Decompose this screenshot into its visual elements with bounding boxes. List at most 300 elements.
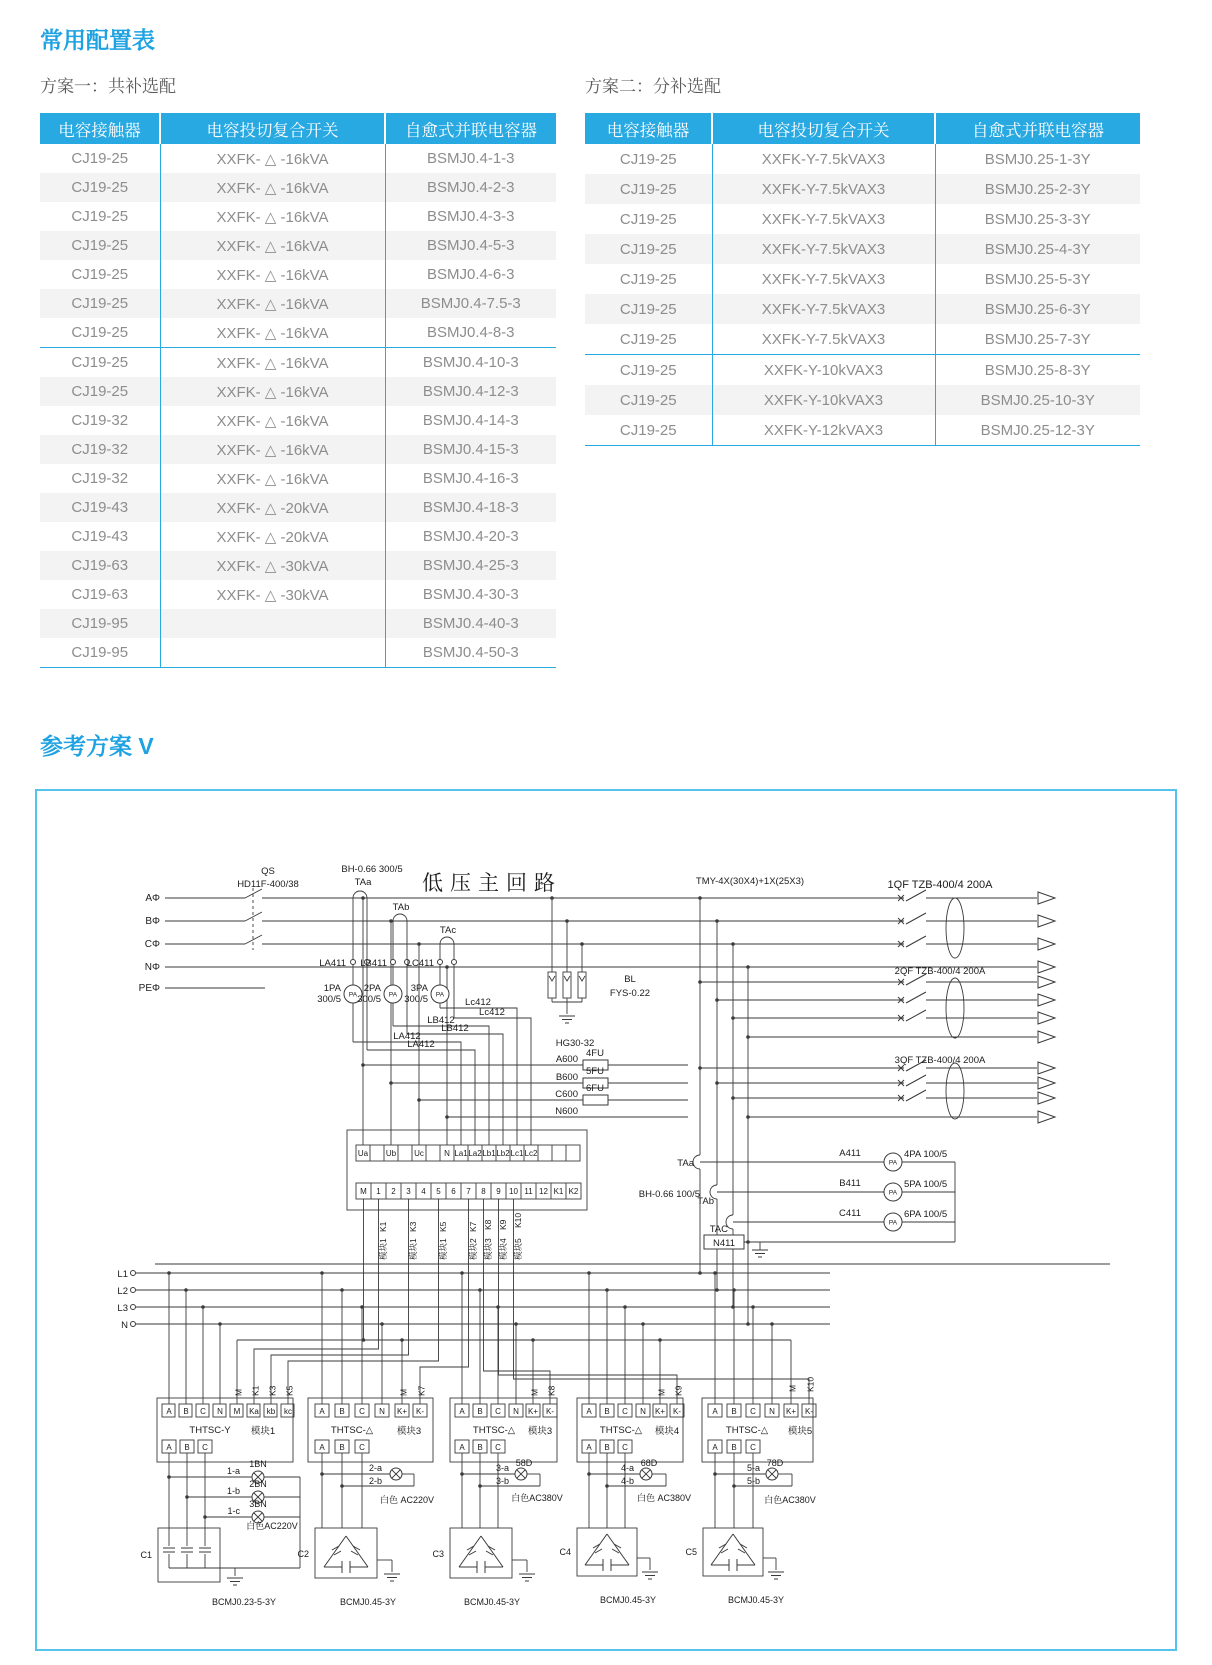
- diagram-border: [36, 790, 1176, 1650]
- module-terminal: A: [166, 1407, 172, 1416]
- module-wire-label: M: [529, 1388, 540, 1396]
- diagram-main-title: 低压主回路: [422, 872, 562, 895]
- module-wire-label: K1: [250, 1385, 261, 1396]
- module-wire-label: K9: [673, 1385, 684, 1396]
- table-row: [40, 348, 556, 378]
- table-row: [40, 231, 556, 260]
- n600-label: N600: [555, 1106, 578, 1117]
- module-terminal: K+: [527, 1407, 539, 1416]
- module-terminal: C: [495, 1443, 501, 1452]
- table-cell: BSMJ0.4-18-3: [385, 493, 556, 522]
- table-cell: BSMJ0.25-12-3Y: [935, 415, 1140, 446]
- module-terminal: N: [769, 1407, 775, 1416]
- table-cell: CJ19-25: [71, 237, 129, 254]
- la412-label: LA412: [393, 1031, 421, 1042]
- pa-meter-glyph: PA: [435, 991, 445, 999]
- table-cell: XXFK-Y-7.5kVAX3: [712, 174, 935, 204]
- table-cell: BSMJ0.25-3-3Y: [935, 204, 1140, 234]
- table-cell: XXFK- △ -16kVA: [160, 202, 385, 231]
- table-row: [585, 355, 1140, 386]
- module-terminal: K-: [673, 1407, 681, 1416]
- cap-model: BCMJ0.45-3Y: [599, 1595, 657, 1605]
- k-wire-label: K7: [468, 1221, 478, 1232]
- lc412-label: Lc412: [465, 997, 491, 1008]
- scheme2-table-wrap: [585, 113, 1140, 446]
- ctrl-terminal: 5: [436, 1187, 441, 1196]
- table-cell: XXFK-Y-7.5kVAX3: [712, 324, 935, 355]
- b411-label: B411: [839, 1178, 861, 1189]
- ctrl-terminal: N: [444, 1149, 450, 1158]
- pa1-ratio-label: 300/5: [317, 994, 341, 1005]
- table-row: [40, 522, 556, 551]
- col-header: 自愈式并联电容器: [935, 113, 1140, 144]
- module-terminal: B: [731, 1443, 737, 1452]
- cap-model: BCMJ0.45-3Y: [463, 1597, 521, 1607]
- module-terminal: C: [202, 1443, 208, 1452]
- lamp-code: 68D: [640, 1458, 658, 1468]
- module-tag: 模块3: [396, 1426, 422, 1437]
- table-cell: CJ19-32: [71, 470, 129, 487]
- bl-label: BL: [624, 974, 636, 985]
- table-row: [40, 260, 556, 289]
- col-header: 电容接触器: [40, 113, 160, 144]
- busbar-label: TMY-4X(30X4)+1X(25X3): [695, 876, 805, 887]
- table-row: [40, 202, 556, 231]
- cap-model: BCMJ0.45-3Y: [727, 1595, 785, 1605]
- module-type: THTSC-△: [725, 1425, 769, 1436]
- pa5-label: 5PA 100/5: [904, 1179, 948, 1190]
- ctrl-terminal: Lc1: [510, 1149, 524, 1158]
- cap-tag: C5: [685, 1547, 697, 1557]
- module-terminal: C: [200, 1407, 206, 1416]
- lamp-code: 78D: [766, 1458, 784, 1468]
- pa4-label: 4PA 100/5: [904, 1149, 948, 1160]
- lamp-label: 1-a: [226, 1466, 240, 1476]
- table-cell: XXFK- △ -16kVA: [160, 377, 385, 406]
- table-cell: XXFK- △ -16kVA: [160, 464, 385, 493]
- table-cell: XXFK- △ -30kVA: [160, 551, 385, 580]
- lamp-code: 3BN: [249, 1499, 267, 1509]
- table-cell: XXFK- △ -20kVA: [160, 522, 385, 551]
- module-terminal: B: [183, 1407, 189, 1416]
- module-wire-label: K10: [805, 1376, 816, 1392]
- module-terminal: C: [359, 1407, 365, 1416]
- table-cell: XXFK- △ -16kVA: [160, 406, 385, 435]
- lamp-label: 1-b: [226, 1486, 240, 1496]
- module-terminal: C: [359, 1443, 365, 1452]
- a600-label: A600: [555, 1054, 578, 1065]
- l1-label: L1: [117, 1269, 128, 1280]
- module-terminal: N: [379, 1407, 385, 1416]
- k-module-label: 模块5: [513, 1238, 523, 1260]
- phase-a-label: AΦ: [145, 893, 160, 904]
- table-cell: BSMJ0.25-1-3Y: [935, 144, 1140, 174]
- cap-model: BCMJ0.23-5-3Y: [211, 1597, 277, 1607]
- table-cell: BSMJ0.4-20-3: [385, 522, 556, 551]
- table-cell: BSMJ0.4-16-3: [385, 464, 556, 493]
- table-row: [40, 464, 556, 493]
- table-cell: BSMJ0.4-12-3: [385, 377, 556, 406]
- ctrl-terminal: Lc2: [524, 1149, 538, 1158]
- table-cell: CJ19-25: [619, 150, 677, 168]
- module-wire-label: M: [398, 1388, 409, 1396]
- hg-label: HG30-32: [555, 1038, 595, 1049]
- table-cell: CJ19-95: [71, 615, 129, 632]
- table-cell: BSMJ0.25-5-3Y: [935, 264, 1140, 294]
- module-terminal: B: [604, 1407, 610, 1416]
- table-row: [585, 415, 1140, 446]
- table-cell: XXFK-Y-7.5kVAX3: [712, 264, 935, 294]
- col-header: 电容投切复合开关: [712, 113, 935, 144]
- table-row: [585, 385, 1140, 415]
- page-title: 常用配置表: [40, 27, 155, 53]
- ctrl-terminal: 2: [391, 1187, 396, 1196]
- table-cell: XXFK- △ -16kVA: [160, 289, 385, 318]
- ctrl-terminal: Lb2: [496, 1149, 510, 1158]
- table-cell: XXFK- △ -16kVA: [160, 144, 385, 173]
- table-cell: CJ19-25: [71, 295, 129, 312]
- k-module-label: 模块1: [378, 1238, 388, 1260]
- la412-label: LA412: [407, 1039, 435, 1050]
- lamp-code: 58D: [515, 1458, 533, 1468]
- lb412-label: LB412: [441, 1023, 469, 1034]
- lc412-label: Lc412: [479, 1007, 505, 1018]
- qf1-label: 1QF TZB-400/4 200A: [887, 879, 993, 891]
- pa-meter-glyph: PA: [388, 991, 398, 999]
- ctrl-terminal: K1: [553, 1187, 564, 1196]
- lamp-code: 2BN: [249, 1479, 267, 1489]
- scheme1-caption: 方案一：共补选配: [40, 77, 176, 96]
- table-cell: CJ19-25: [71, 150, 129, 167]
- module-terminal: K-: [805, 1407, 813, 1416]
- phase-b-label: BΦ: [145, 916, 160, 927]
- scheme1-table: [40, 113, 556, 668]
- ctrl-terminal: Uc: [414, 1149, 424, 1158]
- cap-tag: C4: [559, 1547, 571, 1557]
- qf2-label: 2QF TZB-400/4 200A: [894, 966, 986, 977]
- table-row: [40, 318, 556, 348]
- table-cell: CJ19-95: [71, 644, 129, 661]
- ctrl-terminal: 4: [421, 1187, 426, 1196]
- tab2-label: TAb: [697, 1196, 714, 1207]
- fys-label: FYS-0.22: [609, 988, 651, 999]
- table-cell: XXFK- △ -16kVA: [160, 260, 385, 289]
- table-row: [40, 580, 556, 609]
- lamp-label: 4-b: [620, 1476, 634, 1486]
- scheme2-table: [585, 113, 1140, 446]
- taa2-label: TAa: [677, 1158, 694, 1169]
- module-terminal: K-: [546, 1407, 554, 1416]
- phase-c-label: CΦ: [144, 939, 160, 950]
- module-terminal: A: [459, 1407, 465, 1416]
- table-cell: [160, 638, 385, 668]
- qs-model-label: HD11F-400/38: [237, 879, 299, 890]
- module-tag: 模块5: [787, 1426, 813, 1437]
- ctrl-terminal: 1: [376, 1187, 381, 1196]
- table-row: [40, 144, 556, 173]
- module-terminal: kb: [266, 1407, 276, 1416]
- module-terminal: A: [712, 1443, 718, 1452]
- table-group: [40, 348, 556, 668]
- k-module-label: 模块2: [468, 1238, 478, 1260]
- pa-meter-glyph: PA: [888, 1219, 898, 1227]
- ctrl-terminal: Ua: [357, 1149, 369, 1158]
- module-terminal: N: [217, 1407, 223, 1416]
- table-cell: CJ19-25: [71, 354, 129, 371]
- lamp-code: 1BN: [249, 1459, 267, 1469]
- lb412-label: LB412: [427, 1015, 455, 1026]
- table-cell: BSMJ0.25-6-3Y: [935, 294, 1140, 324]
- table-cell: CJ19-63: [71, 586, 129, 603]
- table-row: [585, 264, 1140, 294]
- module-terminal: K+: [785, 1407, 797, 1416]
- module-type: THTSC-△: [472, 1425, 516, 1436]
- lamp-volt: 白色AC220V: [246, 1521, 298, 1531]
- table-cell: BSMJ0.4-40-3: [385, 609, 556, 638]
- l2-label: L2: [117, 1286, 128, 1297]
- module-wire-label: K8: [546, 1385, 557, 1396]
- module-terminal: A: [712, 1407, 718, 1416]
- table-group: [585, 355, 1140, 446]
- table-row: [40, 435, 556, 464]
- c411-label: C411: [838, 1208, 862, 1219]
- ct-tac-label: TAc: [439, 925, 457, 936]
- ctrl-terminal: 8: [481, 1187, 486, 1196]
- k-wire-label: K3: [408, 1221, 418, 1232]
- pa3-ratio-label: 300/5: [404, 994, 428, 1005]
- ctrl-terminal: La2: [468, 1149, 482, 1158]
- table-cell: BSMJ0.25-4-3Y: [935, 234, 1140, 264]
- table-row: [585, 144, 1140, 174]
- table-cell: BSMJ0.4-2-3: [385, 173, 556, 202]
- lamp-volt: 白色 AC220V: [379, 1495, 435, 1505]
- module-terminal: B: [604, 1443, 610, 1452]
- table-cell: BSMJ0.4-1-3: [385, 144, 556, 173]
- header-row: [40, 113, 556, 144]
- table-cell: XXFK- △ -16kVA: [160, 173, 385, 202]
- table-row: [40, 551, 556, 580]
- ctrl-terminal: 12: [539, 1187, 548, 1196]
- table-cell: XXFK-Y-7.5kVAX3: [712, 234, 935, 264]
- module-terminal: K+: [654, 1407, 666, 1416]
- module-wire-label: M: [787, 1384, 798, 1392]
- table-cell: CJ19-32: [71, 441, 129, 458]
- module-terminal: B: [339, 1443, 345, 1452]
- module-terminal: A: [319, 1443, 325, 1452]
- lb411-label: LB411: [360, 958, 387, 969]
- la411-label: LA411: [319, 958, 346, 969]
- table-cell: CJ19-25: [619, 391, 677, 409]
- table-group: [40, 144, 556, 348]
- table-cell: BSMJ0.25-10-3Y: [935, 385, 1140, 415]
- module-terminal: N: [640, 1407, 646, 1416]
- lamp-label: 3-b: [495, 1476, 509, 1486]
- table-cell: BSMJ0.4-14-3: [385, 406, 556, 435]
- module-terminal: A: [586, 1407, 592, 1416]
- diagram-title: 参考方案 V: [40, 733, 154, 759]
- cap-tag: C3: [432, 1549, 444, 1559]
- pa2-label: 2PA: [363, 983, 381, 994]
- lamp-volt: 白色AC380V: [764, 1495, 816, 1505]
- pa-meter-glyph: PA: [888, 1189, 898, 1197]
- ct-ratio-label: BH-0.66 300/5: [341, 864, 403, 875]
- col-header: 电容投切复合开关: [160, 113, 385, 144]
- n-bus-label: N: [121, 1320, 128, 1331]
- b600-label: B600: [555, 1072, 578, 1083]
- ctrl-terminal: Ub: [385, 1149, 397, 1158]
- bh100-label: BH-0.66 100/5: [638, 1189, 700, 1200]
- table-row: [40, 173, 556, 202]
- module-wire-label: K3: [267, 1385, 278, 1396]
- wiring-diagram: [30, 785, 1182, 1657]
- ctrl-terminal: K2: [568, 1187, 579, 1196]
- header-row: [585, 113, 1140, 144]
- table-cell: XXFK-Y-7.5kVAX3: [712, 294, 935, 324]
- ct-taa-label: TAa: [354, 877, 372, 888]
- table-cell: BSMJ0.4-10-3: [385, 348, 556, 378]
- module-type: THTSC-△: [599, 1425, 643, 1436]
- table-cell: BSMJ0.4-6-3: [385, 260, 556, 289]
- table-cell: BSMJ0.25-2-3Y: [935, 174, 1140, 204]
- table-cell: XXFK-Y-10kVAX3: [712, 385, 935, 415]
- table-cell: CJ19-25: [619, 330, 677, 348]
- table-cell: CJ19-25: [71, 383, 129, 400]
- table-cell: CJ19-63: [71, 557, 129, 574]
- table-cell: CJ19-25: [619, 180, 677, 198]
- table-row: [40, 406, 556, 435]
- table-cell: CJ19-32: [71, 412, 129, 429]
- module-terminal: C: [622, 1443, 628, 1452]
- k-wire-label: K8: [483, 1219, 493, 1230]
- phase-n-label: NΦ: [144, 962, 160, 973]
- table-row: [40, 377, 556, 406]
- pa2-ratio-label: 300/5: [357, 994, 381, 1005]
- table-cell: XXFK- △ -16kVA: [160, 348, 385, 378]
- module-terminal: C: [495, 1407, 501, 1416]
- scheme2-caption: 方案二：分补选配: [585, 77, 721, 96]
- module-terminal: Ka: [249, 1407, 259, 1416]
- table-cell: XXFK-Y-7.5kVAX3: [712, 144, 935, 174]
- module-terminal: B: [184, 1443, 190, 1452]
- module-tag: 模块1: [250, 1426, 276, 1437]
- lamp-label: 2-a: [368, 1463, 382, 1473]
- module-wire-label: K5: [284, 1385, 295, 1396]
- table-cell: XXFK- △ -30kVA: [160, 580, 385, 609]
- table-row: [585, 324, 1140, 355]
- table-cell: XXFK-Y-12kVAX3: [712, 415, 935, 446]
- cap-tag: C1: [140, 1550, 152, 1560]
- lc411-label: LC411: [406, 958, 434, 969]
- module-wire-label: M: [656, 1388, 667, 1396]
- lamp-volt: 白色 AC380V: [636, 1493, 692, 1503]
- lamp-volt: 白色AC380V: [511, 1493, 563, 1503]
- module-tag: 模块3: [527, 1426, 553, 1437]
- lamp-label: 1-c: [227, 1506, 240, 1516]
- table-cell: CJ19-25: [71, 324, 129, 341]
- table-row: [585, 294, 1140, 324]
- k-module-label: 模块4: [498, 1238, 508, 1260]
- k-module-label: 模块3: [483, 1238, 493, 1260]
- module-wire-label: M: [233, 1388, 244, 1396]
- module-terminal: B: [339, 1407, 345, 1416]
- module-terminal: A: [586, 1443, 592, 1452]
- table-row: [40, 638, 556, 668]
- table-cell: BSMJ0.4-8-3: [385, 318, 556, 348]
- table-cell: CJ19-25: [619, 421, 677, 439]
- k-wire-label: K5: [438, 1221, 448, 1232]
- module-terminal: kc: [284, 1407, 292, 1416]
- table-row: [585, 174, 1140, 204]
- pa3-label: 3PA: [410, 983, 428, 994]
- col-header: 电容接触器: [585, 113, 712, 144]
- cap-model: BCMJ0.45-3Y: [339, 1597, 397, 1607]
- table-cell: CJ19-25: [619, 270, 677, 288]
- table-cell: XXFK-Y-7.5kVAX3: [712, 204, 935, 234]
- table-cell: CJ19-25: [619, 361, 677, 379]
- table-cell: CJ19-43: [71, 528, 129, 545]
- ctrl-terminal: 3: [406, 1187, 411, 1196]
- k-wire-label: K1: [378, 1221, 388, 1232]
- c600-label: C600: [555, 1089, 578, 1100]
- table-cell: BSMJ0.4-5-3: [385, 231, 556, 260]
- k-wire-label: K10: [513, 1212, 523, 1228]
- module-tag: 模块4: [654, 1426, 680, 1437]
- table-cell: [160, 609, 385, 638]
- qf3-label: 3QF TZB-400/4 200A: [894, 1055, 986, 1066]
- table-cell: BSMJ0.25-7-3Y: [935, 324, 1140, 355]
- lamp-label: 5-a: [746, 1463, 760, 1473]
- table-row: [40, 289, 556, 318]
- module-type: THTSC-△: [330, 1425, 374, 1436]
- table-cell: CJ19-43: [71, 499, 129, 516]
- module-terminal: A: [459, 1443, 465, 1452]
- table-cell: XXFK- △ -16kVA: [160, 318, 385, 348]
- module-terminal: N: [513, 1407, 519, 1416]
- table-cell: BSMJ0.4-7.5-3: [385, 289, 556, 318]
- table-row: [585, 204, 1140, 234]
- fu6-label: 6FU: [586, 1083, 604, 1094]
- pa1-label: 1PA: [323, 983, 341, 994]
- ctrl-terminal: Lb1: [482, 1149, 496, 1158]
- module-type: THTSC-Y: [189, 1425, 231, 1436]
- table-group: [585, 144, 1140, 355]
- module-terminal: B: [477, 1443, 483, 1452]
- table-cell: BSMJ0.4-3-3: [385, 202, 556, 231]
- module-wire-label: K7: [416, 1385, 427, 1396]
- module-terminal: K-: [416, 1407, 424, 1416]
- table-cell: BSMJ0.4-15-3: [385, 435, 556, 464]
- ctrl-terminal: 6: [451, 1187, 456, 1196]
- module-terminal: A: [319, 1407, 325, 1416]
- cap-tag: C2: [297, 1549, 309, 1559]
- module-terminal: A: [166, 1443, 172, 1452]
- col-header: 自愈式并联电容器: [385, 113, 556, 144]
- l3-label: L3: [117, 1303, 128, 1314]
- qs-label: QS: [261, 866, 275, 877]
- table-cell: XXFK- △ -16kVA: [160, 435, 385, 464]
- scheme1-table-wrap: [40, 113, 556, 668]
- module-terminal: B: [477, 1407, 483, 1416]
- lamp-label: 2-b: [368, 1476, 382, 1486]
- module-terminal: C: [750, 1443, 756, 1452]
- fu5-label: 5FU: [586, 1066, 604, 1077]
- n411-label: N411: [712, 1238, 736, 1249]
- table-cell: CJ19-25: [71, 208, 129, 225]
- table-cell: XXFK-Y-10kVAX3: [712, 355, 935, 386]
- pa6-label: 6PA 100/5: [904, 1209, 948, 1220]
- table-row: [40, 609, 556, 638]
- table-cell: BSMJ0.25-8-3Y: [935, 355, 1140, 386]
